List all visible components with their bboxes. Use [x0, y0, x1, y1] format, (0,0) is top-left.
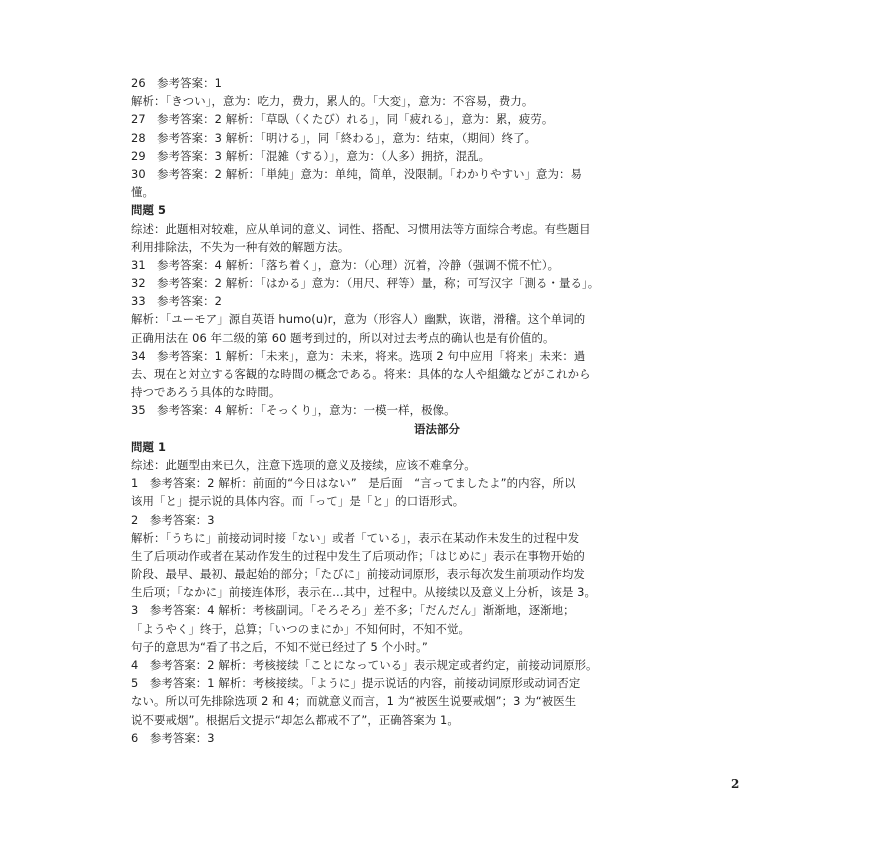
text-line: 31 参考答案：4 解析：「落ち着く」，意为：（心理）沉着，冷静（强调不慌不忙）。 — [131, 257, 560, 272]
text-line: 去、現在と対立する客観的な時間の概念である。将来：具体的な人や組織などがこれから — [131, 367, 591, 381]
text-line: 生后项；「なかに」前接连体形，表示在…其中，过程中。从接续以及意义上分析，该是 3。 — [131, 585, 596, 600]
text-line: 生了后项动作或者在某动作发生的过程中发生了后项动作；「はじめに」表示在事物开始的 — [131, 548, 585, 563]
text-line: 30 参考答案：2 解析：「単純」意为：单纯，简单，没限制。「わかりやすい」意为：易 — [131, 166, 583, 181]
text-line: 4 参考答案：2 解析：考核接续「ことになっている」表示规定或者约定，前接动词原形。 — [131, 658, 598, 672]
text-line: 「ようやく」终于，总算；「いつのまにか」不知何时，不知不觉。 — [131, 621, 471, 636]
section-heading: 問題 1 — [131, 439, 167, 454]
text-line: 综述：此题相对较难，应从单词的意义、词性、搭配、习惯用法等方面综合考虑。有些题目 — [131, 221, 591, 236]
text-line: 综述：此题型由来已久，注意下选项的意义及接续，应该不难拿分。 — [131, 457, 476, 472]
document-body — [131, 74, 743, 747]
section-heading: 問題 5 — [131, 203, 167, 218]
text-line: 32 参考答案：2 解析：「はかる」意为：（用尺、秤等）量，称；可写汉字「測る・量る」。 — [131, 276, 600, 291]
text-line: 句子的意思为“看了书之后，不知不觉已经过了 5 个小时。” — [131, 639, 428, 654]
text-line: 说不要戒烟”。根据后文提示“却怎么都戒不了”，正确答案为 1。 — [131, 712, 459, 727]
text-line: 正确用法在 06 年二级的第 60 题考到过的，所以对过去考点的确认也是有价值的。 — [131, 330, 555, 345]
text-line: 利用排除法，不失为一种有效的解题方法。 — [131, 239, 350, 254]
text-line: 26 参考答案：1 — [131, 76, 222, 90]
text-line: 33 参考答案：2 — [131, 294, 222, 309]
text-line: 阶段、最早、最初、最起始的部分；「たびに」前接动词原形，表示每次发生前项动作均发 — [131, 567, 585, 582]
text-line: 27 参考答案：2 解析：「草臥（くたび）れる」，同「疲れる」，意为：累，疲劳。 — [131, 112, 554, 127]
text-line: 持つであろう具体的な時間。 — [131, 385, 281, 400]
text-line: 6 参考答案：3 — [131, 730, 215, 745]
text-line: 3 参考答案：4 解析：考核副词。「そろそろ」差不多；「だんだん」渐渐地，逐渐地； — [131, 603, 575, 618]
text-line: 解析：「うちに」前接动词时接「ない」或者「ている」，表示在某动作未发生的过程中发 — [131, 530, 580, 545]
text-line: 29 参考答案：3 解析：「混雑（する）」，意为：（人多）拥挤，混乱。 — [131, 148, 491, 163]
text-line: 解析：「ユーモア」源自英语 humo(u)r，意为（形容人）幽默，诙谐，滑稽。这个单词的 — [131, 312, 586, 327]
text-line: 1 参考答案：2 解析：前面的“今日はない” 是后面 “言ってましたよ”的内容，所以 — [131, 476, 576, 491]
text-line: 5 参考答案：1 解析：考核接续。「ように」提示说话的内容，前接动词原形或动词否定 — [131, 676, 581, 691]
text-line: 懂。 — [131, 185, 154, 200]
text-line: 2 参考答案：3 — [131, 512, 215, 527]
page-number: 2 — [731, 777, 740, 791]
text-line: 解析：「きつい」，意为：吃力，费力，累人的。「大変」，意为：不容易，费力。 — [131, 94, 534, 109]
text-line: 28 参考答案：3 解析：「明ける」，同「終わる」，意为：结束，（期间）终了。 — [131, 130, 537, 145]
section-title: 语法部分 — [414, 421, 460, 436]
text-line: ない。所以可先排除选项 2 和 4；而就意义而言，1 为“被医生说要戒烟”；3 为“被医生 — [131, 694, 577, 709]
text-line: 34 参考答案：1 解析：「未来」，意为：未来，将来。选项 2 句中应用「将来」未来：過 — [131, 348, 586, 363]
text-line: 35 参考答案：4 解析：「そっくり」，意为：一模一样，极像。 — [131, 403, 456, 418]
text-line: 该用「と」提示说的具体内容。而「って」是「と」的口语形式。 — [131, 494, 465, 509]
